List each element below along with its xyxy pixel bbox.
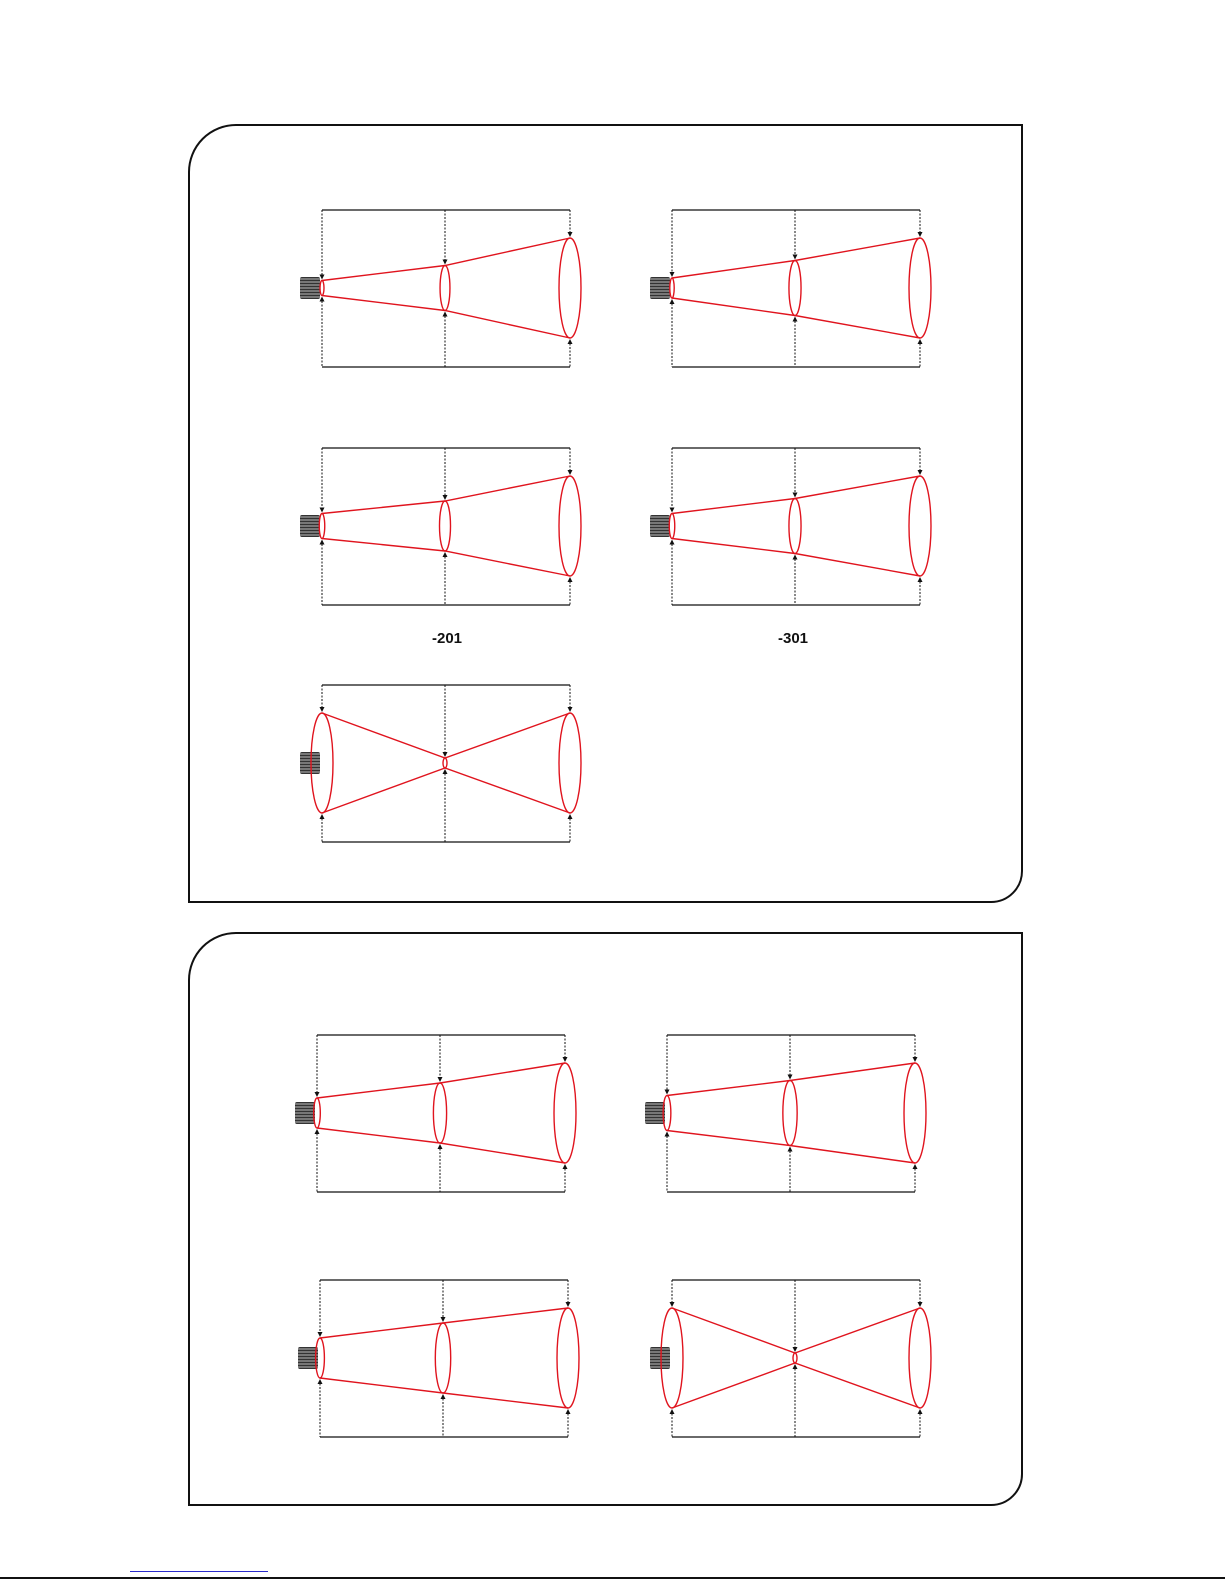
arrowhead-down [438, 1077, 443, 1082]
beam-spot-ellipse [435, 1323, 450, 1393]
sensor-icon [300, 752, 320, 774]
arrowhead-up [563, 1164, 568, 1169]
arrowhead-down [793, 255, 798, 260]
footer-rule [0, 1577, 1225, 1579]
beam-diagram-4 [640, 443, 940, 613]
sensor-icon [650, 277, 670, 299]
sensor-icon [295, 1102, 315, 1124]
beam-spot-ellipse [443, 758, 447, 768]
arrowhead-up [441, 1394, 446, 1399]
arrowhead-down [793, 1347, 798, 1352]
beam-diagram-1 [290, 205, 590, 375]
beam-spot-ellipse [793, 1353, 797, 1363]
arrowhead-up [918, 577, 923, 582]
beam-edge-upper [322, 476, 570, 514]
arrowhead-down [441, 1317, 446, 1322]
beam-spot-ellipse [320, 281, 324, 296]
arrowhead-down [918, 1302, 923, 1307]
arrowhead-up [318, 1379, 323, 1384]
arrowhead-up [913, 1164, 918, 1169]
arrowhead-down [670, 272, 675, 277]
arrowhead-up [568, 339, 573, 344]
sensor-icon [300, 277, 320, 299]
arrowhead-up [670, 1409, 675, 1414]
beam-edge-lower [672, 298, 920, 338]
beam-spot-ellipse [557, 1308, 579, 1408]
beam-edge-upper [672, 238, 920, 278]
beam-spot-ellipse [904, 1063, 926, 1163]
beam-diagram-9 [640, 1275, 940, 1445]
beam-spot-ellipse [789, 499, 801, 554]
arrowhead-up [918, 1409, 923, 1414]
arrowhead-up [568, 577, 573, 582]
arrowhead-up [918, 339, 923, 344]
beam-edge-upper [667, 1063, 915, 1096]
arrowhead-down [568, 232, 573, 237]
arrowhead-up [438, 1144, 443, 1149]
arrowhead-down [788, 1075, 793, 1080]
arrowhead-up [443, 769, 448, 774]
arrowhead-down [918, 232, 923, 237]
arrowhead-down [918, 470, 923, 475]
beam-spot-ellipse [559, 476, 581, 576]
beam-spot-ellipse [909, 476, 931, 576]
beam-diagram-5 [290, 680, 590, 850]
beam-spot-ellipse [319, 514, 325, 539]
arrowhead-up [788, 1147, 793, 1152]
arrowhead-up [670, 540, 675, 545]
beam-edge-upper [672, 1308, 920, 1353]
beam-spot-ellipse [554, 1063, 576, 1163]
arrowhead-down [913, 1057, 918, 1062]
arrowhead-up [670, 299, 675, 304]
beam-diagram-2 [640, 205, 940, 375]
arrowhead-up [566, 1409, 571, 1414]
arrowhead-down [670, 508, 675, 513]
arrowhead-up [320, 297, 325, 302]
sensor-icon [650, 1347, 670, 1369]
arrowhead-down [568, 470, 573, 475]
sensor-icon [645, 1102, 665, 1124]
arrowhead-up [793, 317, 798, 322]
arrowhead-down [665, 1090, 670, 1095]
beam-diagram-7 [635, 1030, 935, 1200]
beam-edge-lower [322, 539, 570, 577]
beam-edge-lower [322, 768, 570, 813]
beam-diagram-3 [290, 443, 590, 613]
beam-spot-ellipse [909, 1308, 931, 1408]
beam-spot-ellipse [433, 1083, 446, 1143]
arrowhead-down [793, 493, 798, 498]
sensor-icon [300, 515, 320, 537]
beam-spot-ellipse [669, 514, 675, 539]
arrowhead-up [443, 552, 448, 557]
beam-edge-lower [672, 1363, 920, 1408]
beam-edge-upper [322, 238, 570, 281]
beam-spot-ellipse [909, 238, 931, 338]
arrowhead-down [320, 707, 325, 712]
beam-edge-lower [317, 1128, 565, 1163]
arrowhead-down [320, 275, 325, 280]
arrowhead-up [793, 1364, 798, 1369]
beam-edge-lower [667, 1131, 915, 1164]
arrowhead-down [320, 508, 325, 513]
arrowhead-down [443, 752, 448, 757]
arrowhead-up [665, 1132, 670, 1137]
beam-spot-ellipse [559, 713, 581, 813]
beam-spot-ellipse [789, 261, 801, 316]
arrowhead-down [318, 1332, 323, 1337]
arrowhead-up [793, 555, 798, 560]
arrowhead-down [563, 1057, 568, 1062]
arrowhead-up [320, 540, 325, 545]
arrowhead-up [568, 814, 573, 819]
arrowhead-down [566, 1302, 571, 1307]
diagram-label-301: -301 [777, 630, 809, 647]
arrowhead-down [568, 707, 573, 712]
beam-spot-ellipse [670, 278, 674, 298]
arrowhead-up [443, 312, 448, 317]
beam-diagram-8 [288, 1275, 588, 1445]
beam-spot-ellipse [440, 266, 450, 311]
diagram-label-201: -201 [431, 630, 463, 647]
beam-diagram-6 [285, 1030, 585, 1200]
footer-link-underline[interactable] [130, 1571, 268, 1572]
beam-edge-upper [322, 713, 570, 758]
beam-edge-lower [322, 296, 570, 339]
beam-spot-ellipse [559, 238, 581, 338]
arrowhead-down [670, 1302, 675, 1307]
arrowhead-down [443, 495, 448, 500]
beam-spot-ellipse [783, 1081, 797, 1146]
arrowhead-up [320, 814, 325, 819]
sensor-icon [650, 515, 670, 537]
beam-spot-ellipse [440, 501, 451, 551]
arrowhead-up [315, 1129, 320, 1134]
arrowhead-down [315, 1092, 320, 1097]
arrowhead-down [443, 260, 448, 265]
beam-edge-upper [317, 1063, 565, 1098]
